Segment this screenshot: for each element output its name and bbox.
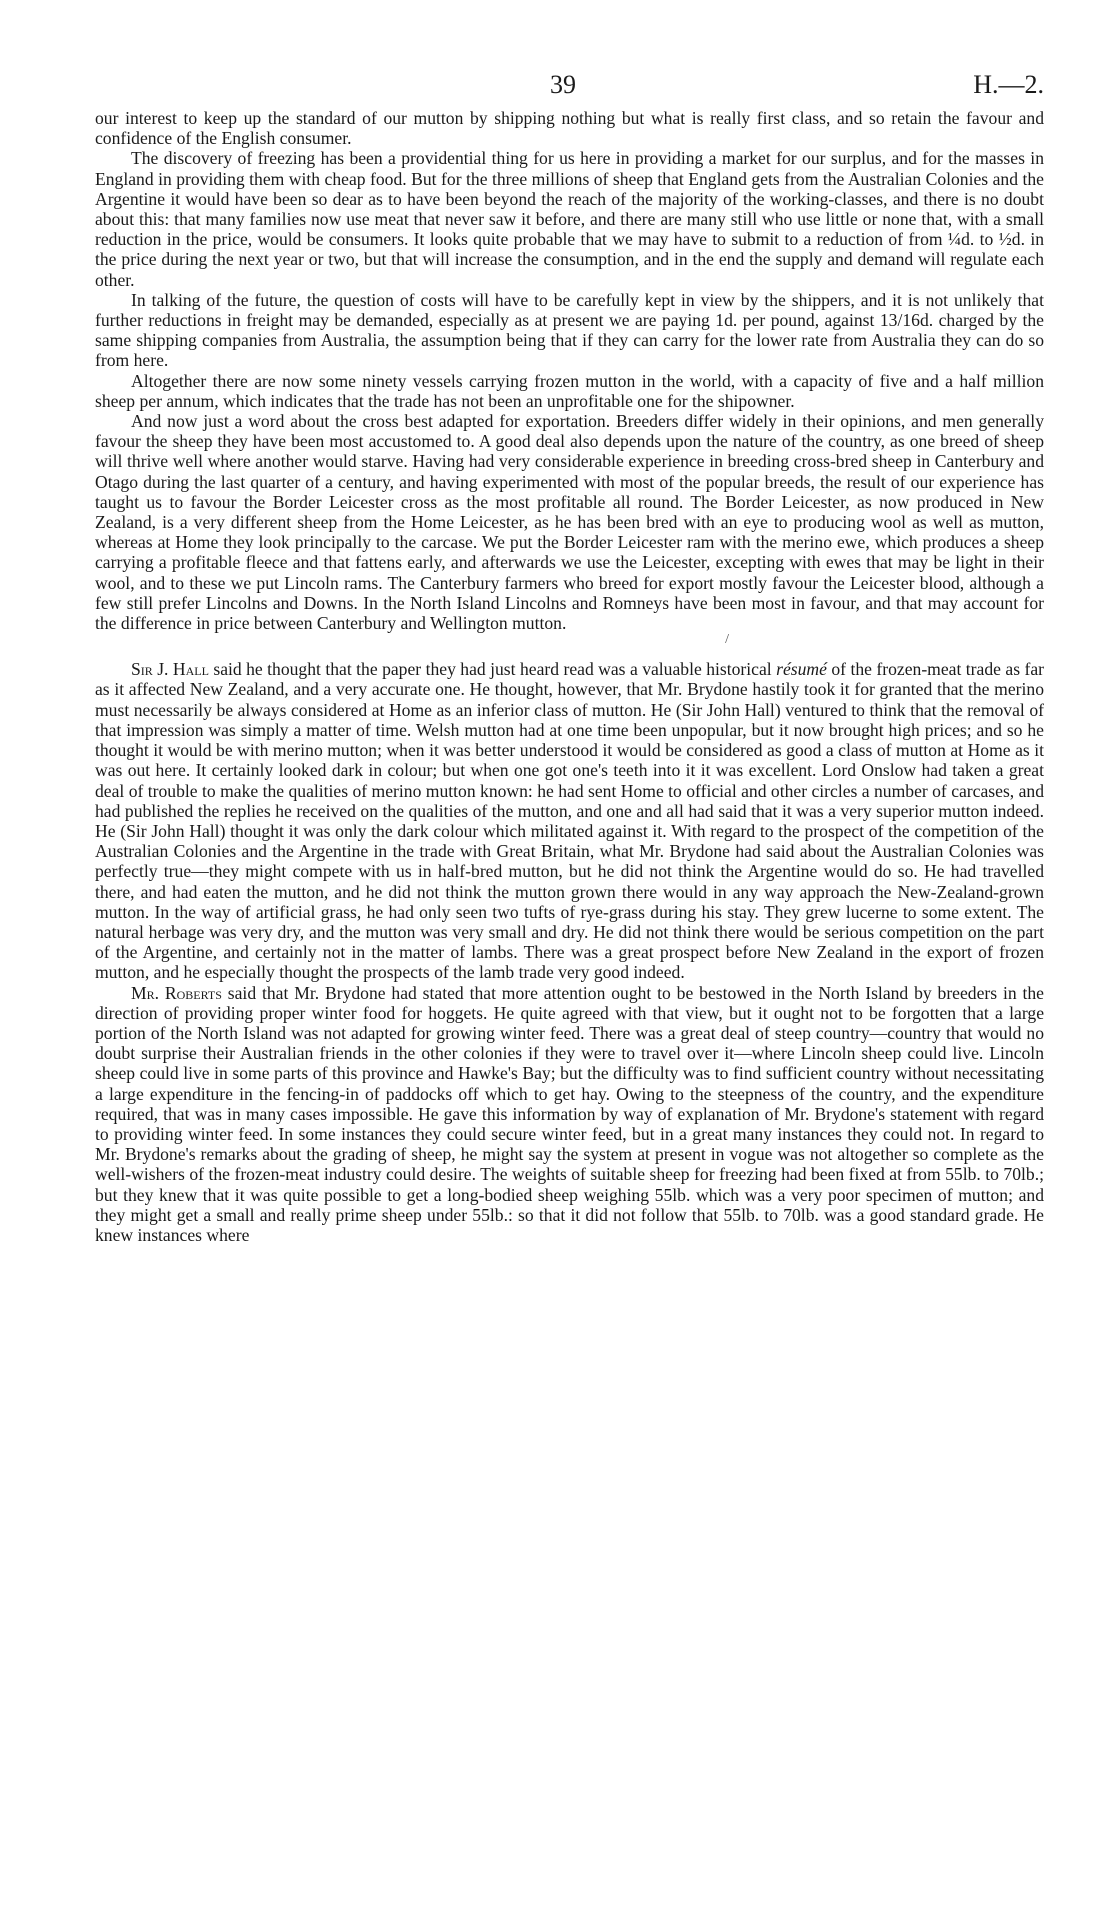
paragraph-hall xyxy=(95,659,1044,982)
page-header xyxy=(95,70,1044,108)
document-code: H.—2. xyxy=(973,70,1044,99)
paragraph-costs: In talking of the future, the question of costs will have to be carefully kept in view by the shippers, and it is not unlikely that further reductions in freight may be demanded, especially as at present we are paying 1d. per pound, against 13/16d. charged by the same shipping companies from Australia, the assumption being that if they can carry for the lower rate from Australia they can do so from here. xyxy=(95,289,1044,371)
speaker-hall: Sir J. Hall xyxy=(131,659,209,680)
speaker-roberts: Mr. Roberts xyxy=(131,982,222,1003)
hall-rest: of the frozen-meat trade as far as it affected New Zealand, and a very accurate one. He thought, however, that Mr. Brydone hastily took it for granted that the merino must necessarily be always considered at Home as an inferior class of mutton. He (Sir John Hall) ventured to think that the removal of that impression was simply a matter of time. Welsh mutton had at one time been unpopular, but it now brought high prices; and so he thought it would be with merino mutton; when it was better understood it would be considered as good a class of mutton at Home as it was out here. It certainly looked dark in colour; but when one got one's teeth into it it was excellent. Lord Onslow had taken a great deal of trouble to make the qualities of merino mutton known: he had sent Home to official and other circles a number of carcases, and had published the replies he received on the qualities of the mutton, and one and all had said that it was a very superior mutton indeed. He (Sir John Hall) thought it was only the dark colour which militated against it. With regard to the prospect of the competition of the Australian Colonies and the Argentine in the trade with Great Britain, what Mr. Brydone had said about the Australian Colonies was perfectly true—they might compete with us in half-bred mutton, but he did not think the Argentine would do so. He had travelled there, and had eaten the mutton, and he did not think the mutton grown there would in any way approach the New-Zealand-grown mutton. In the way of artificial grass, he had only seen two tufts of rye-grass during his stay. They grew lucerne to some extent. The natural herbage was very dry, and the mutton was very small and dry. He did not think there would be serious competition on the part of the Argentine, and certainly not in the matter of lambs. There was a great prospect before New Zealand in the export of frozen mutton, and he especially thought the prospects of the lamb trade very good indeed. xyxy=(95,659,1044,983)
section-gap xyxy=(95,647,1044,659)
paragraph-roberts xyxy=(95,983,1044,1246)
paragraph-freezing: The discovery of freezing has been a providential thing for us here in providing a market for our surplus, and for the masses in England in providing them with cheap food. But for the three millions of sheep that England gets from the Australian Colonies and the Argentine it would have been so dear as to have been beyond the reach of the majority of the working-classes, and there is no doubt about this: that many families now use meat that never saw it before, and there are many still who use little or none that, with a small reduction in the price, would be consumers. It looks quite probable that we may have to submit to a reduction of from ¼d. to ½d. in the price during the next year or two, but that will increase the consumption, and in the end the supply and demand will regulate each other. xyxy=(95,148,1044,290)
body-text xyxy=(95,108,1044,1245)
roberts-rest: said that Mr. Brydone had stated that more attention ought to be bestowed in the North Island by breeders in the direction of providing proper winter food for hoggets. He quite agreed with that view, but it ought not to be forgotten that a large portion of the North Island was not adapted for growing winter feed. There was a great deal of steep country—country that would no doubt surprise their Australian friends in the other colonies if they were to travel over it—where Lincoln sheep could live. Lincoln sheep could live in some parts of this province and Hawke's Bay; but the difficulty was to find sufficient country without necessitating a large expenditure in the fencing-in of paddocks off which to get hay. Owing to the steepness of the country, and the expenditure required, that was in many cases impossible. He gave this information by way of explanation of Mr. Brydone's statement with regard to providing winter feed. In some instances they could secure winter feed, but in a great many instances they could not. In regard to Mr. Brydone's remarks about the grading of sheep, he might say the system at present in vogue was not altogether so complete as the well-wishers of the frozen-meat industry could desire. The weights of suitable sheep for freezing had been fixed at from 55lb. to 70lb.; but they knew that it was quite possible to get a long-bodied sheep weighing 55lb. which was a very poor specimen of mutton; and they might get a small and really prime sheep under 55lb.: so that it did not follow that 55lb. to 70lb. was a good standard grade. He knew instances where xyxy=(95,982,1044,1245)
paragraph-continuation: our interest to keep up the standard of our mutton by shipping nothing but what is really first class, and so retain the favour and confidence of the English consumer. xyxy=(95,108,1044,149)
paragraph-vessels: Altogether there are now some ninety vessels carrying frozen mutton in the world, with a capacity of five and a half million sheep per annum, which indicates that the trade has not been an unprofitable one for the shipowner. xyxy=(95,370,1044,411)
hall-lead: said he thought that the paper they had just heard read was a valuable historical xyxy=(208,659,777,680)
paragraph-cross-breeds: And now just a word about the cross best adapted for exportation. Breeders differ widely in their opinions, and men generally favour the sheep they have been most accustomed to. A good deal also depends upon the nature of the country, as one breed of sheep will thrive well where another would starve. Having had very considerable experience in breeding cross-bred sheep in Canterbury and Otago during the last quarter of a century, and having experimented with most of the popular breeds, the result of our experience has taught us to favour the Border Leicester cross as the most profitable all round. The Border Leicester, as now produced in New Zealand, is a very different sheep from the Home Leicester, as he has been bred with an eye to producing wool as well as mutton, whereas at Home they look principally to the carcase. We put the Border Leicester ram with the merino ewe, which produces a sheep carrying a profitable fleece and that fattens early, and afterwards we use the Leicester, excepting with ewes that may be light in their wool, and to these we put Lincoln rams. The Canterbury farmers who breed for export mostly favour the Leicester blood, although a few still prefer Lincolns and Downs. In the North Island Lincolns and Romneys have been most in favour, and that may account for the difference in price between Canterbury and Wellington mutton. xyxy=(95,411,1044,634)
page-number: 39 xyxy=(550,70,576,99)
hall-italic: résumé xyxy=(776,659,827,680)
tick-mark: / xyxy=(725,632,729,648)
